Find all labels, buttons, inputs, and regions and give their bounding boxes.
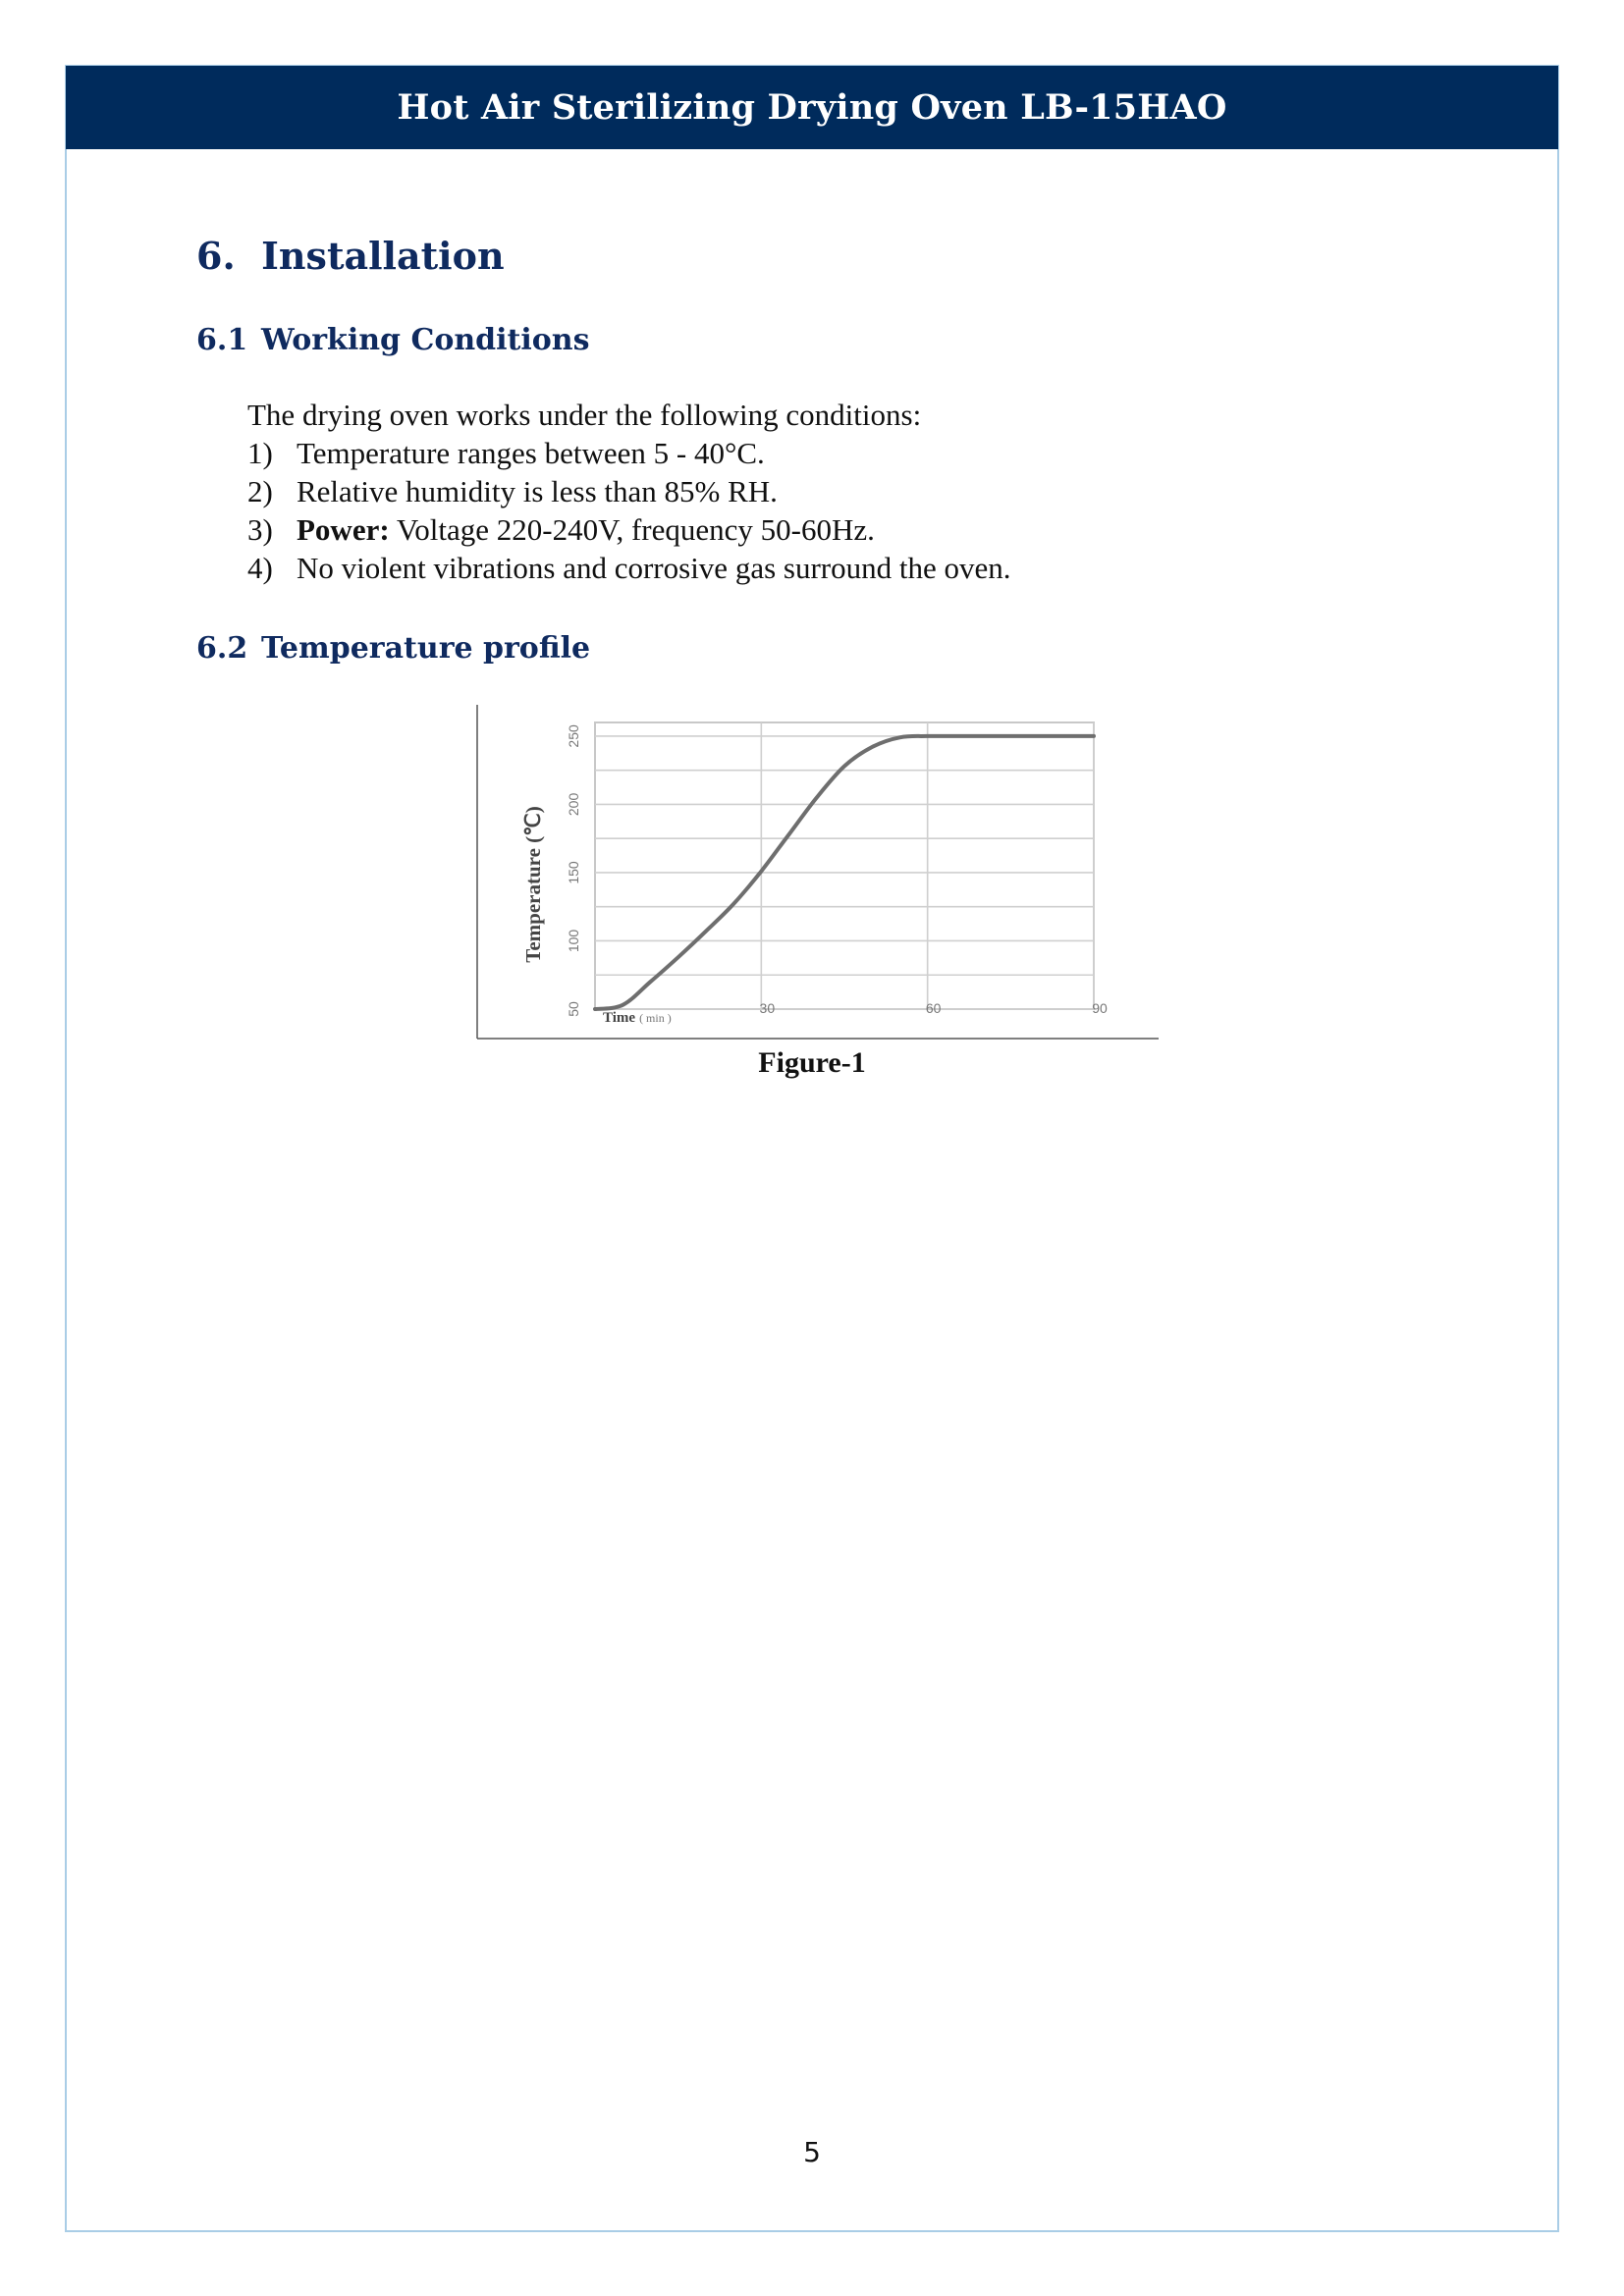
- list-item-number: 2): [247, 474, 273, 508]
- working-conditions-body: [247, 396, 1011, 587]
- list-item-text: No violent vibrations and corrosive gas surround the oven.: [297, 551, 1011, 585]
- temperature-profile-figure: [475, 703, 1161, 1041]
- list-item-text: Relative humidity is less than 85% RH.: [297, 474, 778, 508]
- x-tick-label: 60: [925, 1000, 942, 1016]
- figure-caption: Figure-1: [758, 1046, 866, 1079]
- y-tick-label: 50: [566, 1001, 581, 1017]
- x-axis-label: Time: [603, 1010, 636, 1026]
- list-item-number: 3): [247, 512, 273, 547]
- y-tick-labels: [566, 724, 581, 1017]
- list-item-text: Temperature ranges between 5 - 40°C.: [297, 436, 765, 470]
- x-tick-label: 90: [1092, 1000, 1108, 1016]
- section-number: 6.: [196, 234, 236, 278]
- y-tick-label: 150: [566, 861, 581, 884]
- subsection-number: 6.1: [196, 323, 248, 357]
- list-item-number: 4): [247, 551, 273, 585]
- list-item: [247, 472, 1011, 510]
- subsection-number: 6.2: [196, 631, 248, 666]
- subsection-title: Temperature profile: [261, 631, 591, 666]
- list-item-text: Voltage 220-240V, frequency 50-60Hz.: [389, 512, 875, 547]
- subsection-heading-working-conditions: [196, 323, 590, 357]
- page-number: 5: [803, 2136, 821, 2168]
- working-conditions-intro: The drying oven works under the following conditions:: [247, 398, 922, 432]
- x-axis-unit: ( min ): [639, 1011, 672, 1025]
- svg-text:Time( min ): [603, 1010, 672, 1026]
- document-title: Hot Air Sterilizing Drying Oven LB-15HAO: [397, 87, 1227, 128]
- section-title: Installation: [261, 234, 505, 278]
- y-tick-label: 200: [566, 792, 581, 817]
- vertical-grid: [761, 722, 1094, 1009]
- list-item: [247, 549, 1011, 587]
- subsection-title: Working Conditions: [261, 323, 590, 357]
- list-item: [247, 434, 1011, 472]
- horizontal-grid: [595, 736, 1094, 1009]
- list-item: [247, 510, 1011, 549]
- subsection-heading-temperature-profile: [196, 631, 590, 666]
- y-tick-label: 100: [566, 929, 581, 953]
- header-bar: [66, 66, 1558, 149]
- page-border: [65, 65, 1559, 2232]
- list-item-number: 1): [247, 436, 273, 470]
- x-tick-label: 30: [759, 1000, 776, 1016]
- temperature-profile-chart: [475, 703, 1161, 1041]
- list-item-bold-label: Power:: [297, 512, 390, 547]
- section-heading: [196, 234, 505, 278]
- y-axis-label: Temperature (℃): [521, 806, 545, 963]
- y-tick-label: 250: [566, 724, 581, 748]
